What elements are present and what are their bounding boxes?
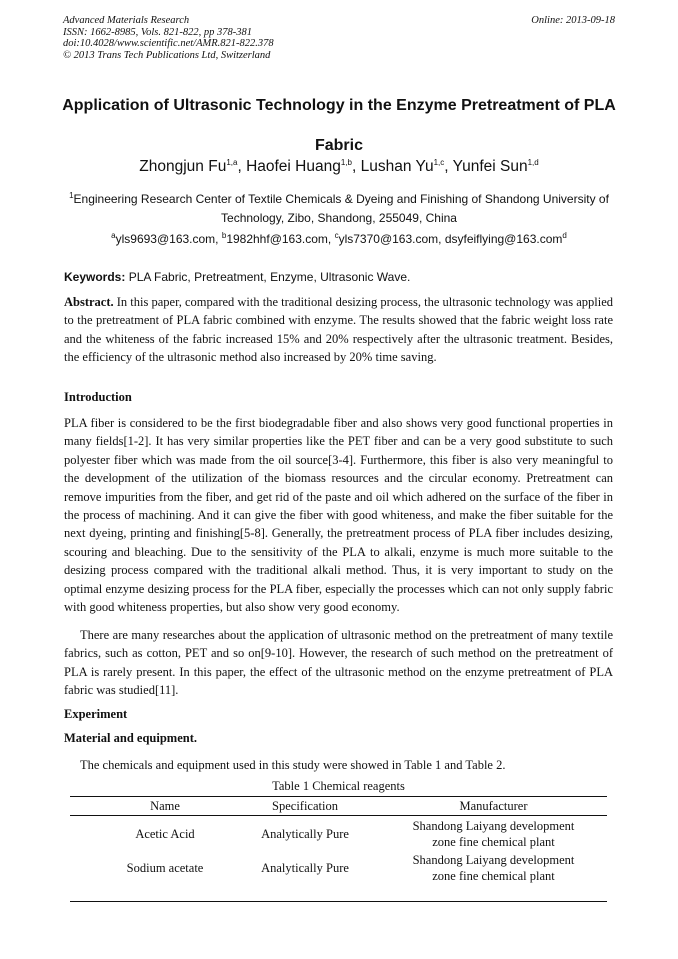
email-address: yls7370@163.com, dsyfeiflying@163.com (338, 232, 563, 246)
table-cell-manufacturer (380, 852, 607, 884)
email-address: yls9693@163.com, (115, 232, 219, 246)
author-name: Yunfei Sun (452, 158, 528, 175)
section-heading-experiment: Experiment (64, 707, 128, 721)
intro-paragraph-1: PLA fiber is considered to be the first biodegradable fiber and also shows very good functional properties in many fields[1-2]. It has very similar properties like the PET fiber and can be a very good substitute to such polyester fiber which was made from the oil source[3-4]. Furthermore, this fiber is also very meaningful to the development of the utilization of the biomass resources and the circular economy. Pretreatment can remove impurities from the fiber, and get rid of the paste and oil which adhered on the surface of the fiber in the process of machining. And it can give the fiber with good whiteness, and make the fiber suitable for the next dyeing, printing and finishing[5-8]. Generally, the pretreatment process of PLA fiber includes desizing, scouring and bleaching. Due to the sensitivity of the PLA to alkali, enzyme is much more suitable to the desizing process compared with the traditional alkali method. Thus, it is very important to study on the optimal enzyme desizing process for the PLA fiber, especially the processes which can not only supply fabric with good whiteness properties, but also show very good economy. (64, 416, 613, 615)
manufacturer-line: Shandong Laiyang development (412, 819, 575, 833)
abstract (64, 293, 613, 367)
table-cell-name: Sodium acetate (126, 861, 204, 875)
author-sup: 1,d (527, 157, 539, 167)
affiliation (62, 190, 616, 228)
author-name: Haofei Huang (246, 158, 341, 175)
abstract-text: In this paper, compared with the traditional desizing process, the ultrasonic technology was applied to the pretreatment of PLA fabric combined with enzyme. The results showed that the fabric weight loss rate and the whiteness of the fabric increased 15% and 20% respectively after the ultrasonic treatment. Besides, the efficiency of the ultrasonic method also increased by 20% time saving. (64, 295, 613, 365)
email-list (62, 232, 616, 246)
author-list: Zhongjun Fu$^{1,a}$, Haofei Huang$^{1,b}$, Lushan Yu$^{1,c}$, Yunfei Sun$^{1,d}$ (139, 157, 539, 175)
author-sup: 1,a (226, 157, 238, 167)
keywords (64, 270, 616, 284)
table-top-rule (70, 796, 607, 797)
table-header-cell: Specification (272, 799, 338, 813)
table-header-cell: Manufacturer (459, 799, 528, 813)
author-sup: 1,c (433, 157, 445, 167)
email-sup: d (562, 231, 567, 240)
journal-name: Advanced Materials Research (63, 15, 190, 26)
issn: ISSN: 1662-8985, Vols. 821-822, pp 378-381 (63, 26, 252, 38)
abstract-label: Abstract. (64, 295, 114, 309)
email-sup: a (111, 231, 116, 240)
title-line-2: Fabric (314, 137, 363, 154)
manufacturer-line: Shandong Laiyang development (412, 853, 575, 867)
table-cell-name: Acetic Acid (135, 827, 195, 841)
title-line-1: Application of Ultrasonic Technology in the Enzyme Pretreatment of PLA (62, 97, 616, 114)
email-address: 1982hhf@163.com, (226, 232, 332, 246)
keywords-label: Keywords: (64, 270, 126, 284)
journal-header (63, 15, 615, 61)
manufacturer-line: zone fine chemical plant (432, 835, 555, 849)
table-caption: Table 1 Chemical reagents (272, 779, 405, 793)
table-cell-spec: Analytically Pure (261, 827, 349, 841)
copyright: © 2013 Trans Tech Publications Ltd, Switzerland (63, 49, 271, 61)
intro-paragraph-2: There are many researches about the application of ultrasonic method on the pretreatment of many textile fabrics, such as cotton, PET and so on[9-10]. However, the research of such method on the pretreatment of PLA is rarely present. In this paper, the effect of the ultrasonic method on the enzyme pretreatment of PLA fabric was studied[11]. (64, 628, 613, 698)
affiliation-text: Engineering Research Center of Textile Chemicals & Dyeing and Finishing of Shandong University of Technology, Zibo, Shandong, 255049, China (73, 192, 609, 225)
manufacturer-line: zone fine chemical plant (432, 869, 555, 883)
doi: doi:10.4028/www.scientific.net/AMR.821-822.378 (63, 38, 274, 49)
author-sup: 1,b (340, 157, 352, 167)
paper-title (62, 86, 616, 166)
email-sup: c (334, 231, 339, 240)
email-sup: b (221, 231, 227, 240)
author-name: Zhongjun Fu (139, 158, 227, 175)
table-cell-manufacturer (380, 818, 607, 850)
section-heading-introduction: Introduction (64, 390, 132, 404)
table-header-cell: Name (150, 799, 180, 813)
online-date: Online: 2013-09-18 (531, 15, 615, 26)
subsection-heading-materials: Material and equipment. (64, 731, 197, 745)
author-name: Lushan Yu (360, 158, 434, 175)
table-header-rule (70, 815, 607, 816)
affiliation-sup: 1 (69, 191, 74, 200)
keywords-text: PLA Fabric, Pretreatment, Enzyme, Ultrasonic Wave. (128, 270, 411, 284)
table-bottom-rule (70, 901, 607, 902)
chemicals-paragraph: The chemicals and equipment used in this study were showed in Table 1 and Table 2. (80, 758, 506, 772)
table-cell-spec: Analytically Pure (261, 861, 349, 875)
